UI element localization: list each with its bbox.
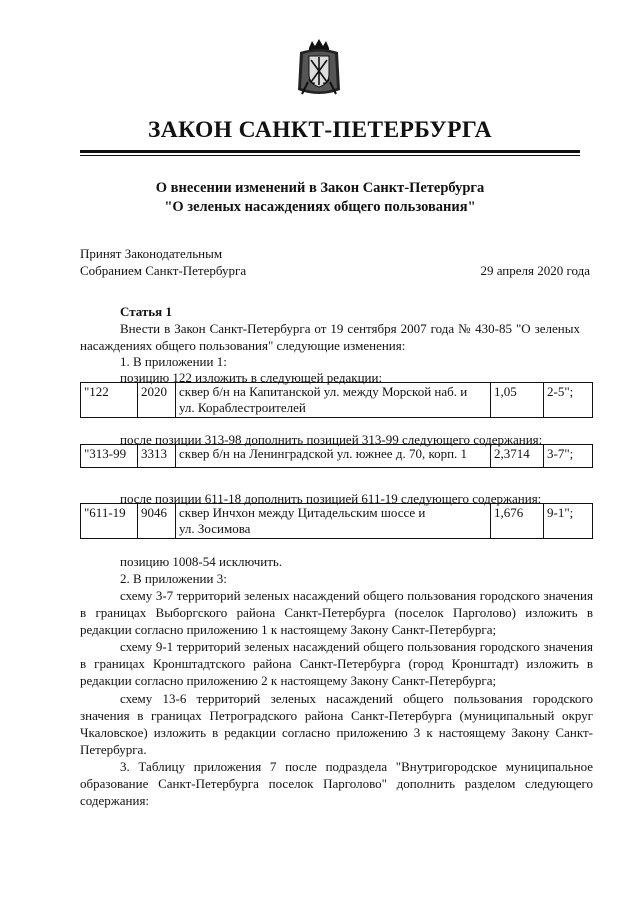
subtitle-line-2: "О зеленых насаждениях общего пользования" xyxy=(164,199,476,215)
table-position-611-19 xyxy=(80,503,593,539)
cell-year: 9046 xyxy=(138,504,176,539)
table-row xyxy=(81,445,593,468)
cell-name: сквер б/н на Ленинградской ул. южнее д. 70, корп. 1 xyxy=(176,445,491,468)
item-1-sub: позицию 122 изложить в следующей редакции: xyxy=(120,370,383,385)
scheme-3-7-line-1: схему 3-7 территорий зеленых насаждений общего пользования городского значения xyxy=(120,588,593,603)
cell-name xyxy=(176,504,491,539)
scheme-9-1-line-3: редакции согласно приложению 2 к настоящему Закону Санкт-Петербурга; xyxy=(80,673,497,688)
cell-area: 1,676 xyxy=(491,504,544,539)
law-subtitle xyxy=(0,179,640,217)
scheme-13-6-line-4: Петербурга. xyxy=(80,742,147,757)
item-3-line-3: содержания: xyxy=(80,793,150,808)
table-row xyxy=(81,383,593,418)
after-313-98: после позиции 313-98 дополнить позицией 313-99 следующего содержания: xyxy=(120,432,543,447)
scheme-3-7-line-3: редакции согласно приложению 1 к настоящему Закону Санкт-Петербурга; xyxy=(80,622,497,637)
adoption-line-2: Собранием Санкт-Петербурга xyxy=(80,263,247,278)
cell-area: 2,3714 xyxy=(491,445,544,468)
scheme-9-1-line-1: схему 9-1 территорий зеленых насаждений общего пользования городского значения xyxy=(120,639,593,654)
cell-code: "611-19 xyxy=(81,504,138,539)
cell-category: 9-1"; xyxy=(544,504,593,539)
cell-area: 1,05 xyxy=(491,383,544,418)
cell-year: 3313 xyxy=(138,445,176,468)
item-3-line-1: 3. Таблицу приложения 7 после подраздела "Внутригородское муниципальное xyxy=(120,759,593,774)
spb-coat-of-arms-icon xyxy=(296,38,342,98)
scheme-13-6-line-2: значения в границах Петроградского района Санкт-Петербурга (муниципальный округ xyxy=(80,708,593,723)
article-heading: Статья 1 xyxy=(120,304,172,319)
scheme-13-6-line-3: Чкаловское) изложить в редакции согласно приложению 3 к настоящему Закону Санкт- xyxy=(80,725,593,740)
cell-year: 2020 xyxy=(138,383,176,418)
cell-name-line-2: ул. Кораблестроителей xyxy=(179,400,306,415)
cell-category: 3-7"; xyxy=(544,445,593,468)
adoption-block xyxy=(80,245,246,279)
scheme-9-1-line-2: в границах Кронштадтского района Санкт-Петербурга (город Кронштадт) изложить в xyxy=(80,656,593,671)
cell-code: "122 xyxy=(81,383,138,418)
title-rule-thick xyxy=(80,150,580,153)
paragraph-1-line-1-text: Внести в Закон Санкт-Петербурга от 19 сентября 2007 года № 430-85 "О зеленых xyxy=(120,321,580,336)
item-2: 2. В приложении 3: xyxy=(120,571,227,586)
adoption-line-1: Принят Законодательным xyxy=(80,246,223,261)
cell-name-line-2: ул. Зосимова xyxy=(179,521,251,536)
item-1: 1. В приложении 1: xyxy=(120,354,227,369)
cell-name xyxy=(176,383,491,418)
subtitle-line-1: О внесении изменений в Закон Санкт-Петербурга xyxy=(155,180,485,196)
exclude-1008-54: позицию 1008-54 исключить. xyxy=(120,554,283,569)
paragraph-1-line-1 xyxy=(80,320,580,337)
table-row xyxy=(81,504,593,539)
scheme-3-7-line-2: в границах Выборгского района Санкт-Петербурга (поселок Парголово) изложить в xyxy=(80,605,593,620)
cell-name-line-1: сквер б/н на Капитанской ул. между Морской наб. и xyxy=(179,384,468,399)
law-title: ЗАКОН САНКТ-ПЕТЕРБУРГА xyxy=(148,117,492,143)
adoption-date: 29 апреля 2020 года xyxy=(480,263,590,278)
scheme-13-6-line-1: схему 13-6 территорий зеленых насаждений общего пользования городского xyxy=(120,691,593,706)
paragraph-1-line-2: насаждениях общего пользования" следующие изменения: xyxy=(80,338,406,353)
table-position-122 xyxy=(80,382,593,418)
cell-category: 2-5"; xyxy=(544,383,593,418)
cell-name-line-1: сквер Инчхон между Цитадельским шоссе и xyxy=(179,505,426,520)
table-position-313-99 xyxy=(80,444,593,468)
cell-code: "313-99 xyxy=(81,445,138,468)
title-rule-thin xyxy=(80,155,580,156)
after-611-18: после позиции 611-18 дополнить позицией 611-19 следующего содержания: xyxy=(120,491,542,506)
item-3-line-2: образование Санкт-Петербурга поселок Парголово" дополнить разделом следующего xyxy=(80,776,593,791)
